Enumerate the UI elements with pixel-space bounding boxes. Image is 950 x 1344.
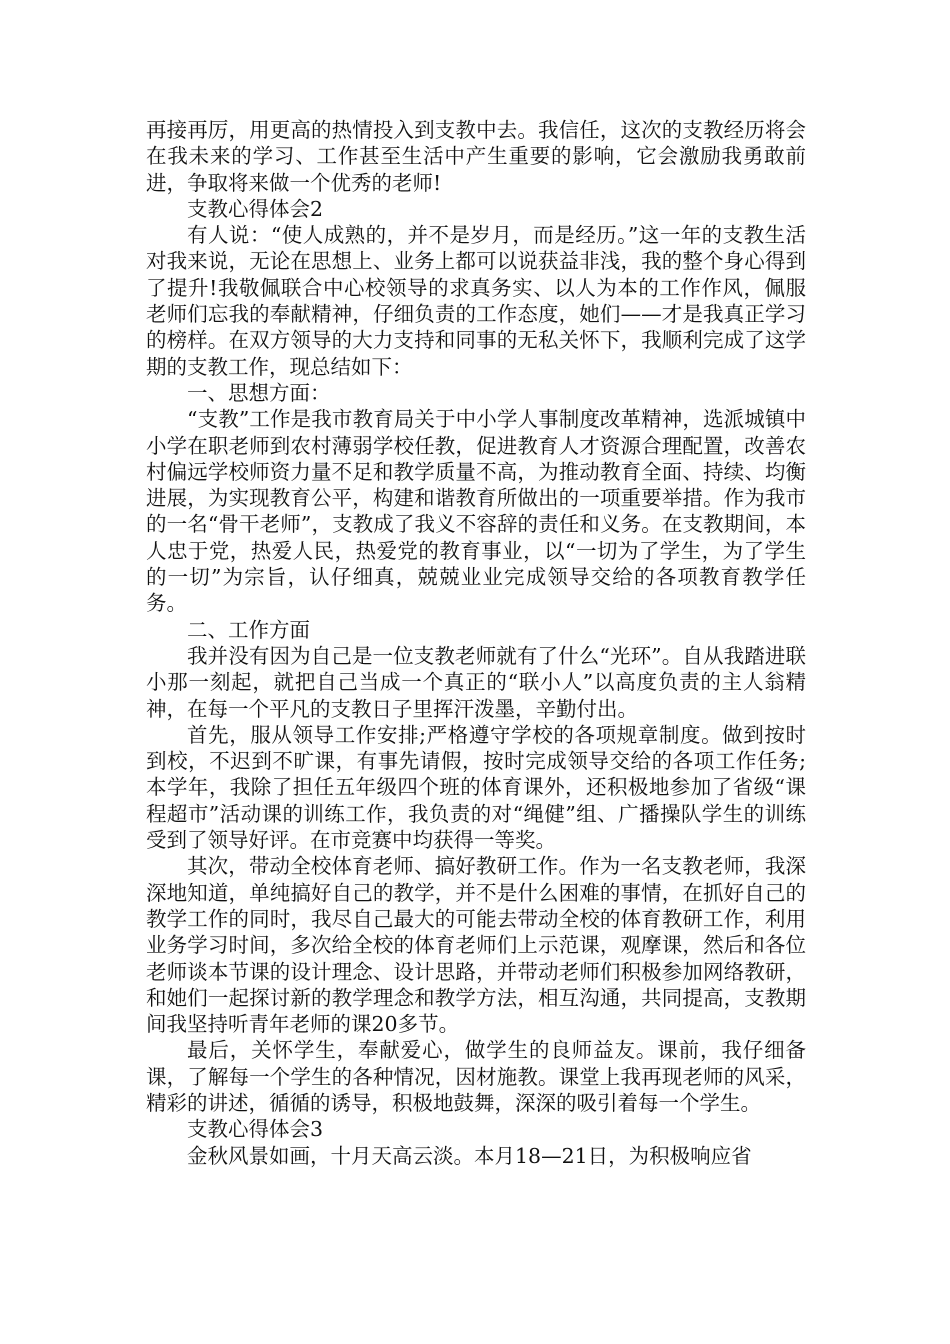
document-body [146,117,806,1169]
paragraph-second: 其次，带动全校体育老师、搞好教研工作。作为一名支教老师，我深深地知道，单纯搞好自己的教学，并不是什么困难的事情，在抓好自己的教学工作的同时，我尽自己最大的可能去带动全校的体育教研工作，利用业务学习时间，多次给全校的体育老师们上示范课，观摩课，然后和各位老师谈本节课的设计理念、设计思路，并带动老师们积极参加网络教研，和她们一起探讨新的教学理念和教学方法，相互沟通，共同提高，支教期间我坚持听青年老师的课20多节。 [146,854,806,1037]
subheading-work: 二、工作方面 [187,617,310,642]
paragraph-opening-2: 有人说：“使人成熟的，并不是岁月，而是经历。”这一年的支教生活对我来说，无论在思想上、业务上都可以说获益非浅，我的整个身心得到了提升!我敬佩联合中心校领导的求真务实、以人为本的工作作风，佩服老师们忘我的奉献精神，仔细负责的工作态度，她们——才是我真正学习的榜样。在双方领导的大力支持和同事的无私关怀下，我顺利完成了这学期的支教工作，现总结如下： [146,223,806,379]
subheading-thought: 一、思想方面： [187,380,331,405]
paragraph-first: 首先，服从领导工作安排;严格遵守学校的各项规章制度。做到按时到校，不迟到不旷课，有事先请假，按时完成领导交给的各项工作任务;本学年，我除了担任五年级四个班的体育课外，还积极地参加了省级“课程超市”活动课的训练工作，我负责的对“绳健”组、广播操队学生的训练受到了领导好评。在市竞赛中均获得一等奖。 [146,722,806,853]
paragraph-thought: “支教”工作是我市教育局关于中小学人事制度改革精神，选派城镇中小学在职老师到农村薄弱学校任教，促进教育人才资源合理配置，改善农村偏远学校师资力量不足和教学质量不高，为推动教育全面、持续、均衡进展，为实现教育公平，构建和谐教育所做出的一项重要举措。作为我市的一名“骨干老师”，支教成了我义不容辞的责任和义务。在支教期间，本人忠于党，热爱人民，热爱党的教育事业，以“一切为了学生，为了学生的一切”为宗旨，认仔细真，兢兢业业完成领导交给的各项教育教学任务。 [146,407,806,616]
section-heading-2: 支教心得体会2 [187,196,324,221]
paragraph-last: 最后，关怀学生，奉献爱心，做学生的良师益友。课前，我仔细备课，了解每一个学生的各种情况，因材施教。课堂上我再现老师的风采，精彩的讲述，循循的诱导，积极地鼓舞，深深的吸引着每一个学生。 [146,1038,806,1115]
paragraph-work-intro: 我并没有因为自己是一位支教老师就有了什么“光环”。自从我踏进联小那一刻起，就把自己当成一个真正的“联小人”以高度负责的主人翁精神，在每一个平凡的支教日子里挥汗泼墨，辛勤付出。 [146,643,806,721]
paragraph-continued-intro: 再接再厉，用更高的热情投入到支教中去。我信任，这次的支教经历将会在我未来的学习、工作甚至生活中产生重要的影响，它会激励我勇敢前进，争取将来做一个优秀的老师! [146,118,806,195]
section-heading-3: 支教心得体会3 [187,1117,324,1142]
paragraph-opening-3: 金秋风景如画，十月天高云淡。本月18—21日，为积极响应省 [187,1143,752,1168]
